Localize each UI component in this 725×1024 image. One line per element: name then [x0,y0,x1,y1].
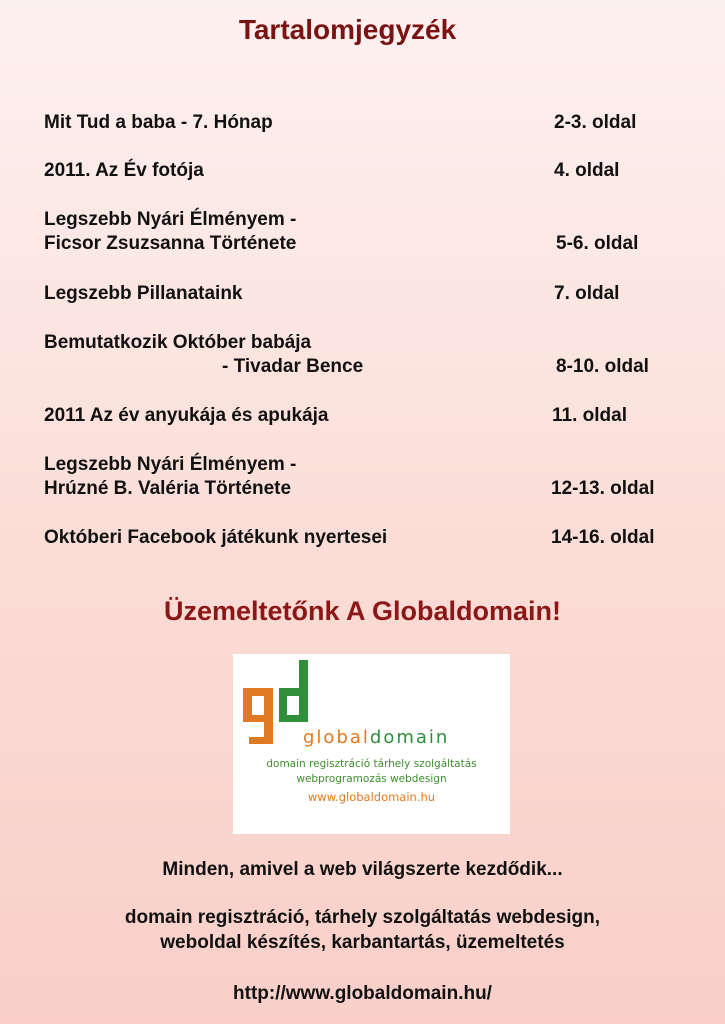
toc-entry-page: 12-13. oldal [551,478,655,499]
toc-entry-title: 2011 Az év anyukája és apukája [44,405,329,426]
toc-entry [44,282,684,306]
toc-entry [44,453,684,501]
toc-entry-title: Legszebb Pillanataink [44,283,243,304]
logo-wordmark [303,727,449,748]
toc-entry [44,159,684,183]
logo-url: www.globaldomain.hu [307,790,436,804]
toc-entry [44,208,684,256]
toc-entry [44,404,684,428]
footer-services-line: domain regisztráció, tárhely szolgáltatás webdesign, [124,907,601,928]
toc-entry-title: Októberi Facebook játékunk nyertesei [44,527,388,548]
toc-entry [44,331,684,379]
toc-entry [44,111,684,135]
logo-services-line: domain regisztráció tárhely szolgáltatás [266,758,477,770]
toc-entry [44,526,684,550]
sponsor-heading: Üzemeltetőnk A Globaldomain! [163,596,562,626]
toc-entry-title: Mit Tud a baba - 7. Hónap [44,112,273,133]
toc-entry-title: - Tivadar Bence [222,356,364,377]
globaldomain-logo [233,654,510,834]
logo-services-line: webprogramozás webdesign [296,773,447,785]
toc-entry-page: 7. oldal [554,283,620,304]
toc-entry-page: 2-3. oldal [554,112,637,133]
footer-url-link[interactable]: http://www.globaldomain.hu/ [233,983,492,1004]
toc-entry-title: 2011. Az Év fotója [44,160,204,181]
logo-word-global: global [303,727,370,748]
logo-word-domain: domain [369,727,450,748]
toc-entry-title: Legszebb Nyári Élményem - [44,209,297,230]
footer-services-line: weboldal készítés, karbantartás, üzemeltetés [160,932,565,953]
page-title: Tartalomjegyzék [238,14,457,45]
toc-entry-page: 14-16. oldal [551,527,655,548]
toc-entry-page: 4. oldal [554,160,620,181]
toc-entry-title: Bemutatkozik Október babája [44,332,312,353]
toc-entry-title: Ficsor Zsuzsanna Története [44,233,297,254]
toc-entry-title: Hrúzné B. Valéria Története [44,478,292,499]
toc-entry-page: 8-10. oldal [556,356,649,377]
toc-entry-page: 11. oldal [552,405,627,426]
footer-tagline: Minden, amivel a web világszerte kezdődik... [162,859,563,880]
toc-entry-title: Legszebb Nyári Élményem - [44,454,297,475]
toc-entry-page: 5-6. oldal [556,233,639,254]
